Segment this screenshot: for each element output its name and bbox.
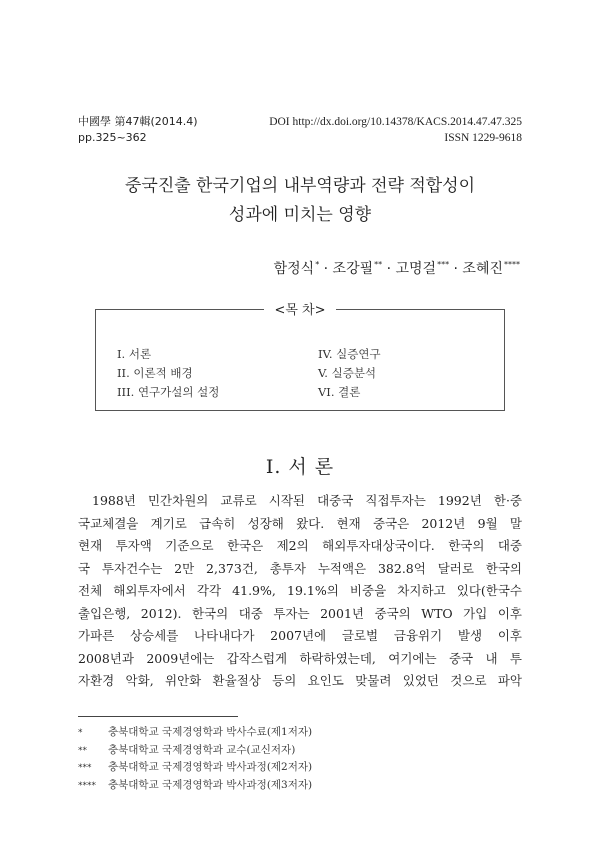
body-line: 자환경 악화, 위안화 환율절상 등의 요인도 맞물려 있었던 것으로 파악 xyxy=(78,673,522,688)
author-mark: *** xyxy=(437,260,450,269)
author-separator: · xyxy=(323,261,329,277)
footnote-text: 충북대학교 국제경영학과 박사수료(제1저자) xyxy=(108,726,313,738)
footnote xyxy=(78,777,312,795)
paper-title xyxy=(0,172,600,230)
title-line-1: 중국진출 한국기업의 내부역량과 전략 적합성이 xyxy=(124,176,476,196)
page-range: pp.325~362 xyxy=(78,131,147,144)
author-mark: * xyxy=(315,260,320,269)
author-list xyxy=(274,258,520,278)
footnote xyxy=(78,724,312,742)
body-line: 2008년과 2009년에는 갑작스럽게 하락하였는데, 여기에는 중국 내 투 xyxy=(78,650,522,666)
footnote xyxy=(78,759,312,777)
body-line: 전체 해외투자에서 각각 41.9%, 19.1%의 비중을 차지하고 있다(한국수 xyxy=(78,583,522,598)
footnote-text: 충북대학교 국제경영학과 교수(교신저자) xyxy=(108,743,296,756)
author-name: 조강필 xyxy=(332,261,374,277)
footnote-text: 충북대학교 국제경영학과 박사과정(제3저자) xyxy=(108,778,313,791)
footnote-mark: *** xyxy=(78,763,92,773)
toc-item: VI. 결론 xyxy=(318,385,361,399)
toc-right-column xyxy=(318,345,381,402)
footnote-mark: * xyxy=(78,728,83,738)
body-line: 국교체결을 계기로 급속히 성장해 왔다. 현재 중국은 2012년 9월 말 xyxy=(78,515,522,531)
author-name: 조혜진 xyxy=(462,261,503,277)
author-mark: ** xyxy=(374,260,383,269)
author-separator: · xyxy=(386,261,392,277)
journal-header xyxy=(78,114,198,146)
journal-issue: 中國學 第47輯(2014.4) xyxy=(78,115,198,128)
toc-item: V. 실증분석 xyxy=(318,366,377,380)
section-heading: I. 서 론 xyxy=(265,456,335,478)
issn: ISSN 1229-9618 xyxy=(444,132,522,144)
toc-left-column xyxy=(117,345,219,402)
footnote-mark: ** xyxy=(78,745,87,756)
footnote-divider xyxy=(78,716,238,717)
body-line: 출입은행, 2012). 한국의 대중 투자는 2001년 중국의 WTO 가입 이후 xyxy=(78,605,522,621)
doi-link[interactable]: DOI http://dx.doi.org/10.14378/KACS.2014.47.47.325 xyxy=(269,116,522,128)
body-line: 가파른 상승세를 나타내다가 2007년에 글로벌 금융위기 발생 이후 xyxy=(78,628,522,643)
toc-item: III. 연구가설의 설정 xyxy=(117,385,220,399)
toc-title-label: <목 차> xyxy=(264,303,335,318)
toc-item: IV. 실증연구 xyxy=(318,347,381,361)
title-line-2: 성과에 미치는 영향 xyxy=(228,205,372,225)
body-line: 현재 투자액 기준으로 한국은 제2의 해외투자대상국이다. 한국의 대중 xyxy=(78,538,522,553)
footnote xyxy=(78,742,312,760)
author-name: 고명걸 xyxy=(395,261,437,277)
body-line: 1988년 민간차원의 교류로 시작된 대중국 직접투자는 1992년 한·중 xyxy=(92,493,522,508)
footnote-mark: **** xyxy=(78,780,96,791)
body-paragraph xyxy=(78,490,522,693)
author-separator: · xyxy=(453,261,458,277)
toc-item: I. 서론 xyxy=(117,347,152,361)
author-name: 함정식 xyxy=(273,261,315,277)
footnotes xyxy=(78,724,312,794)
doi-header xyxy=(269,114,522,146)
footnote-text: 충북대학교 국제경영학과 박사과정(제2저자) xyxy=(108,761,313,773)
toc-title xyxy=(0,299,600,318)
toc-item: II. 이론적 배경 xyxy=(117,366,193,380)
author-mark: **** xyxy=(504,260,520,269)
body-line: 국 투자건수는 2만 2,373건, 총투자 누적액은 382.8억 달러로 한국의 xyxy=(78,560,522,576)
